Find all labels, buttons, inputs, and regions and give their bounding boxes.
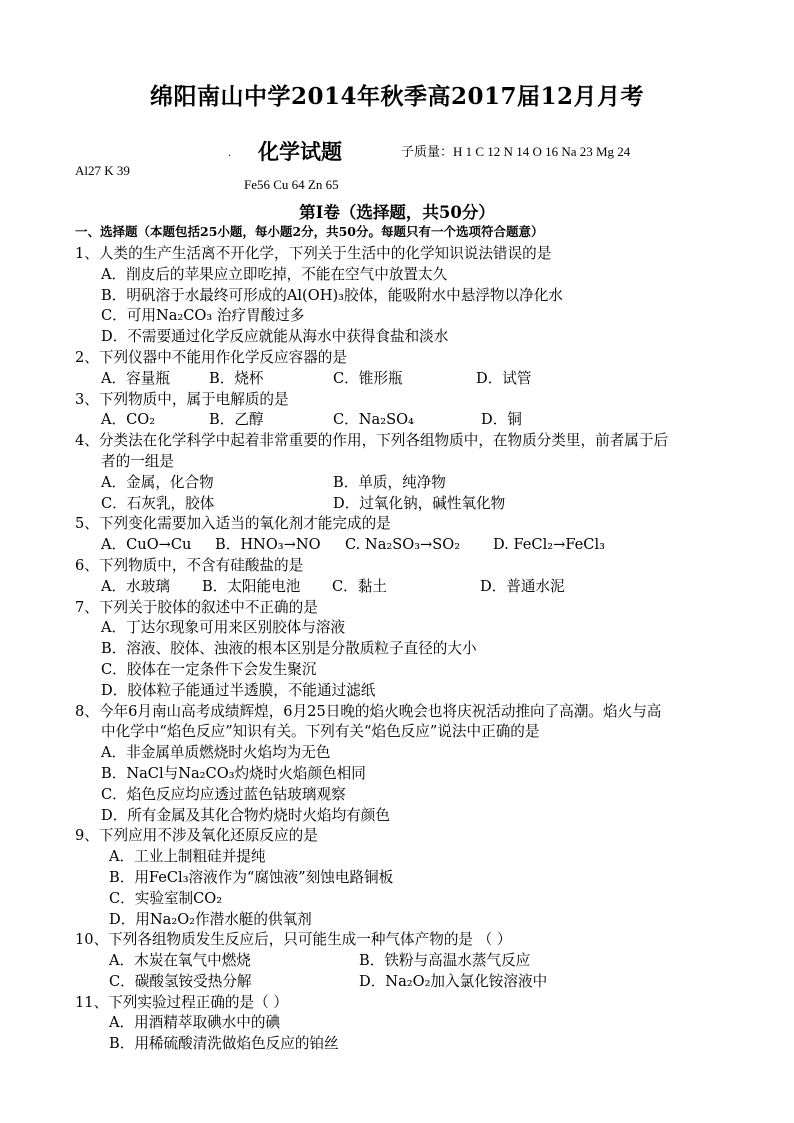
q5-option-b: B．HNO₃→NO bbox=[215, 536, 321, 554]
question-8-cont: 中化学中“焰色反应”知识有关。下列有关“焰色反应”说法中正确的是 bbox=[101, 723, 540, 741]
section-title: 第Ⅰ卷（选择题，共50分） bbox=[299, 203, 495, 222]
q3-option-b: B．乙醇 bbox=[209, 411, 264, 429]
q7-option-b: B．溶液、胶体、浊液的根本区别是分散质粒子直径的大小 bbox=[101, 640, 477, 658]
q8-option-d: D．所有金属及其化合物灼烧时火焰均有颜色 bbox=[101, 806, 390, 824]
atomic-mass-line-3: Fe56 Cu 64 Zn 65 bbox=[244, 177, 339, 192]
q2-option-c: C．锥形瓶 bbox=[333, 369, 403, 387]
q10-options-ab bbox=[75, 951, 735, 972]
q5-option-c: C. Na₂SO₃→SO₂ bbox=[345, 536, 461, 554]
atomic-mass-line-1: 子质量：H 1 C 12 N 14 O 16 Na 23 Mg 24 bbox=[401, 144, 631, 159]
q10-option-d: D．Na₂O₂加入氯化铵溶液中 bbox=[359, 972, 548, 990]
q8-option-c: C．焰色反应均应透过蓝色钴玻璃观察 bbox=[101, 785, 346, 803]
question-2: 2、下列仪器中不能用作化学反应容器的是 bbox=[75, 348, 347, 366]
atomic-mass-line-2: Al27 K 39 bbox=[75, 163, 130, 178]
q10-option-b: B．铁粉与高温水蒸气反应 bbox=[359, 952, 531, 970]
question-10: 10、下列各组物质发生反应后，只可能生成一种气体产物的是 （ ） bbox=[75, 931, 512, 949]
q9-option-c: C．实验室制CO₂ bbox=[109, 889, 223, 907]
q1-option-d: D．不需要通过化学反应就能从海水中获得食盐和淡水 bbox=[101, 328, 449, 346]
q3-options bbox=[75, 410, 735, 431]
q6-option-b: B．太阳能电池 bbox=[202, 577, 301, 595]
q11-option-a: A．用酒精萃取碘水中的碘 bbox=[109, 1014, 281, 1032]
question-9: 9、下列应用不涉及氧化还原反应的是 bbox=[75, 827, 318, 845]
question-5: 5、下列变化需要加入适当的氧化剂才能完成的是 bbox=[75, 515, 391, 533]
stray-dot: . bbox=[228, 148, 232, 159]
q7-option-d: D．胶体粒子能通过半透膜，不能通过滤纸 bbox=[101, 681, 376, 699]
q2-option-d: D．试管 bbox=[476, 369, 532, 387]
q2-option-a: A．容量瓶 bbox=[101, 369, 170, 387]
question-7: 7、下列关于胶体的叙述中不正确的是 bbox=[75, 598, 318, 616]
q10-option-c: C．碳酸氢铵受热分解 bbox=[109, 972, 252, 990]
q1-option-a: A．削皮后的苹果应立即吃掉，不能在空气中放置太久 bbox=[101, 265, 448, 283]
q2-options bbox=[75, 369, 735, 390]
question-4-cont: 者的一组是 bbox=[101, 452, 174, 470]
q2-option-b: B．烧杯 bbox=[209, 369, 264, 387]
q6-option-d: D．普通水泥 bbox=[480, 577, 565, 595]
q8-option-b: B．NaCl与Na₂CO₃灼烧时火焰颜色相同 bbox=[101, 764, 366, 782]
q3-option-d: D．铜 bbox=[481, 411, 522, 429]
question-11: 11、下列实验过程正确的是（ ） bbox=[75, 993, 288, 1011]
q3-option-a: A．CO₂ bbox=[101, 411, 156, 429]
q10-options-cd bbox=[75, 972, 735, 993]
q5-option-d: D. FeCl₂→FeCl₃ bbox=[493, 536, 605, 554]
q9-option-a: A．工业上制粗硅并提纯 bbox=[109, 848, 266, 866]
q5-options bbox=[75, 535, 735, 556]
question-8: 8、今年6月南山高考成绩辉煌，6月25日晚的焰火晚会也将庆祝活动推向了高潮。焰火与高 bbox=[75, 702, 662, 720]
q9-option-b: B．用FeCl₃溶液作为“腐蚀液”刻蚀电路铜板 bbox=[109, 868, 394, 886]
q6-option-a: A．水玻璃 bbox=[101, 577, 170, 595]
q4-option-a: A．金属，化合物 bbox=[101, 473, 214, 491]
q11-option-b: B．用稀硫酸清洗做焰色反应的铂丝 bbox=[109, 1035, 339, 1053]
q9-option-d: D．用Na₂O₂作潜水艇的供氧剂 bbox=[109, 910, 312, 928]
q6-option-c: C．黏土 bbox=[332, 577, 387, 595]
question-6: 6、下列物质中，不含有硅酸盐的是 bbox=[75, 556, 304, 574]
q7-option-c: C．胶体在一定条件下会发生聚沉 bbox=[101, 660, 317, 678]
section-instructions: 一、选择题（本题包括25小题，每小题2分，共50分。每题只有一个选项符合题意） bbox=[75, 224, 544, 239]
q1-option-b: B．明矾溶于水最终可形成的Al(OH)₃胶体，能吸附水中悬浮物以净化水 bbox=[101, 286, 563, 304]
q8-option-a: A．非金属单质燃烧时火焰均为无色 bbox=[101, 744, 331, 762]
q4-option-b: B．单质，纯净物 bbox=[333, 473, 446, 491]
exam-subtitle: 化学试题 bbox=[258, 139, 342, 164]
exam-title: 绵阳南山中学2014年秋季高2017届12月月考 bbox=[149, 83, 645, 110]
q4-options-cd bbox=[75, 494, 735, 515]
question-4: 4、分类法在化学科学中起着非常重要的作用，下列各组物质中，在物质分类里，前者属于后 bbox=[75, 432, 669, 450]
question-list bbox=[75, 244, 735, 1055]
q4-options-ab bbox=[75, 473, 735, 494]
q4-option-d: D．过氧化钠，碱性氧化物 bbox=[333, 494, 506, 512]
question-1: 1、人类的生产生活离不开化学，下列关于生活中的化学知识说法错误的是 bbox=[75, 245, 552, 262]
q4-option-c: C．石灰乳，胶体 bbox=[101, 494, 215, 512]
q7-option-a: A．丁达尔现象可用来区别胶体与溶液 bbox=[101, 619, 346, 637]
q6-options bbox=[75, 577, 735, 598]
q5-option-a: A．CuO→Cu bbox=[101, 536, 192, 554]
question-3: 3、下列物质中，属于电解质的是 bbox=[75, 390, 289, 408]
q10-option-a: A．木炭在氧气中燃烧 bbox=[109, 952, 251, 970]
q3-option-c: C．Na₂SO₄ bbox=[333, 411, 414, 429]
q1-option-c: C．可用Na₂CO₃ 治疗胃酸过多 bbox=[101, 307, 305, 325]
